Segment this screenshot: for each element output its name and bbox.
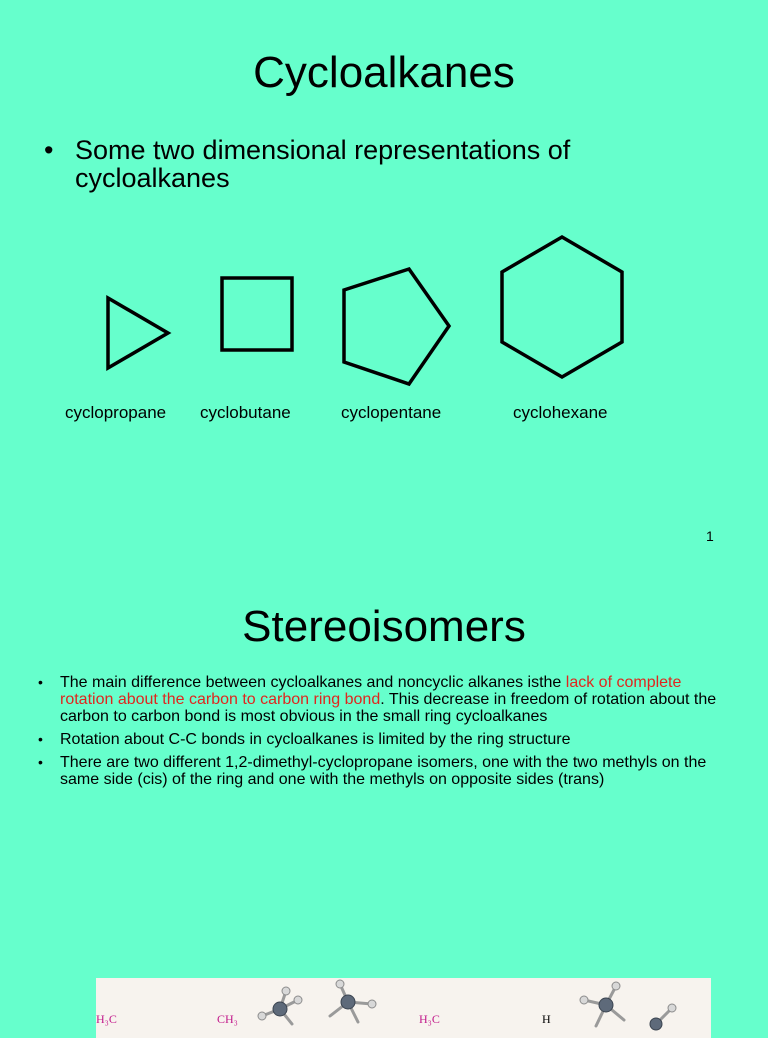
page-number: 1 (706, 528, 714, 544)
cyclopropane-label: cyclopropane (65, 403, 167, 422)
formula-label: H (542, 1012, 551, 1026)
slide-title: Stereoisomers (242, 602, 526, 651)
triangle-ring-icon (108, 298, 168, 368)
hexagon-ring-icon (502, 237, 622, 377)
cyclohexane-label: cyclohexane (513, 403, 608, 422)
bullet-marker: • (38, 754, 43, 770)
formula-label: H₃C (96, 1012, 117, 1026)
bullet-text: Some two dimensional representations of cycloalkanes (75, 135, 571, 193)
bullet-item (38, 754, 728, 788)
bullet-marker: • (38, 674, 43, 690)
bullet-text: . This decrease in freedom of rotation about the carbon to carbon bond is most obvious in the small ring cycloalkanes (60, 691, 717, 725)
molecule-image (96, 978, 711, 1038)
ball-and-stick-model-icon (96, 978, 711, 1038)
bullet-marker: • (44, 135, 54, 165)
slide-title: Cycloalkanes (253, 48, 515, 97)
formula-label: H₃C (419, 1012, 440, 1026)
slide-stereoisomers (0, 560, 768, 1024)
bullet-marker: • (38, 731, 43, 747)
formula-label: CH₃ (217, 1012, 238, 1026)
pentagon-ring-icon (344, 269, 449, 384)
bullet-text: The main difference between cycloalkanes and noncyclic alkanes isthe (60, 674, 566, 691)
bullet-text: There are two different 1,2-dimethyl-cyclopropane isomers, one with the two methyls on the same side (cis) of the ring and one with the methyls on opposite sides (trans) (60, 754, 707, 788)
cyclopentane-label: cyclopentane (341, 403, 442, 422)
highlighted-text: lack of complete rotation about the carbon to carbon ring bond (60, 674, 682, 708)
square-ring-icon (222, 278, 292, 350)
bullet-text: Rotation about C-C bonds in cycloalkanes is limited by the ring structure (60, 731, 571, 748)
bullet-list (38, 674, 728, 794)
bullet-item (38, 674, 728, 725)
bullet-item (38, 731, 728, 748)
cyclobutane-label: cyclobutane (200, 403, 291, 422)
